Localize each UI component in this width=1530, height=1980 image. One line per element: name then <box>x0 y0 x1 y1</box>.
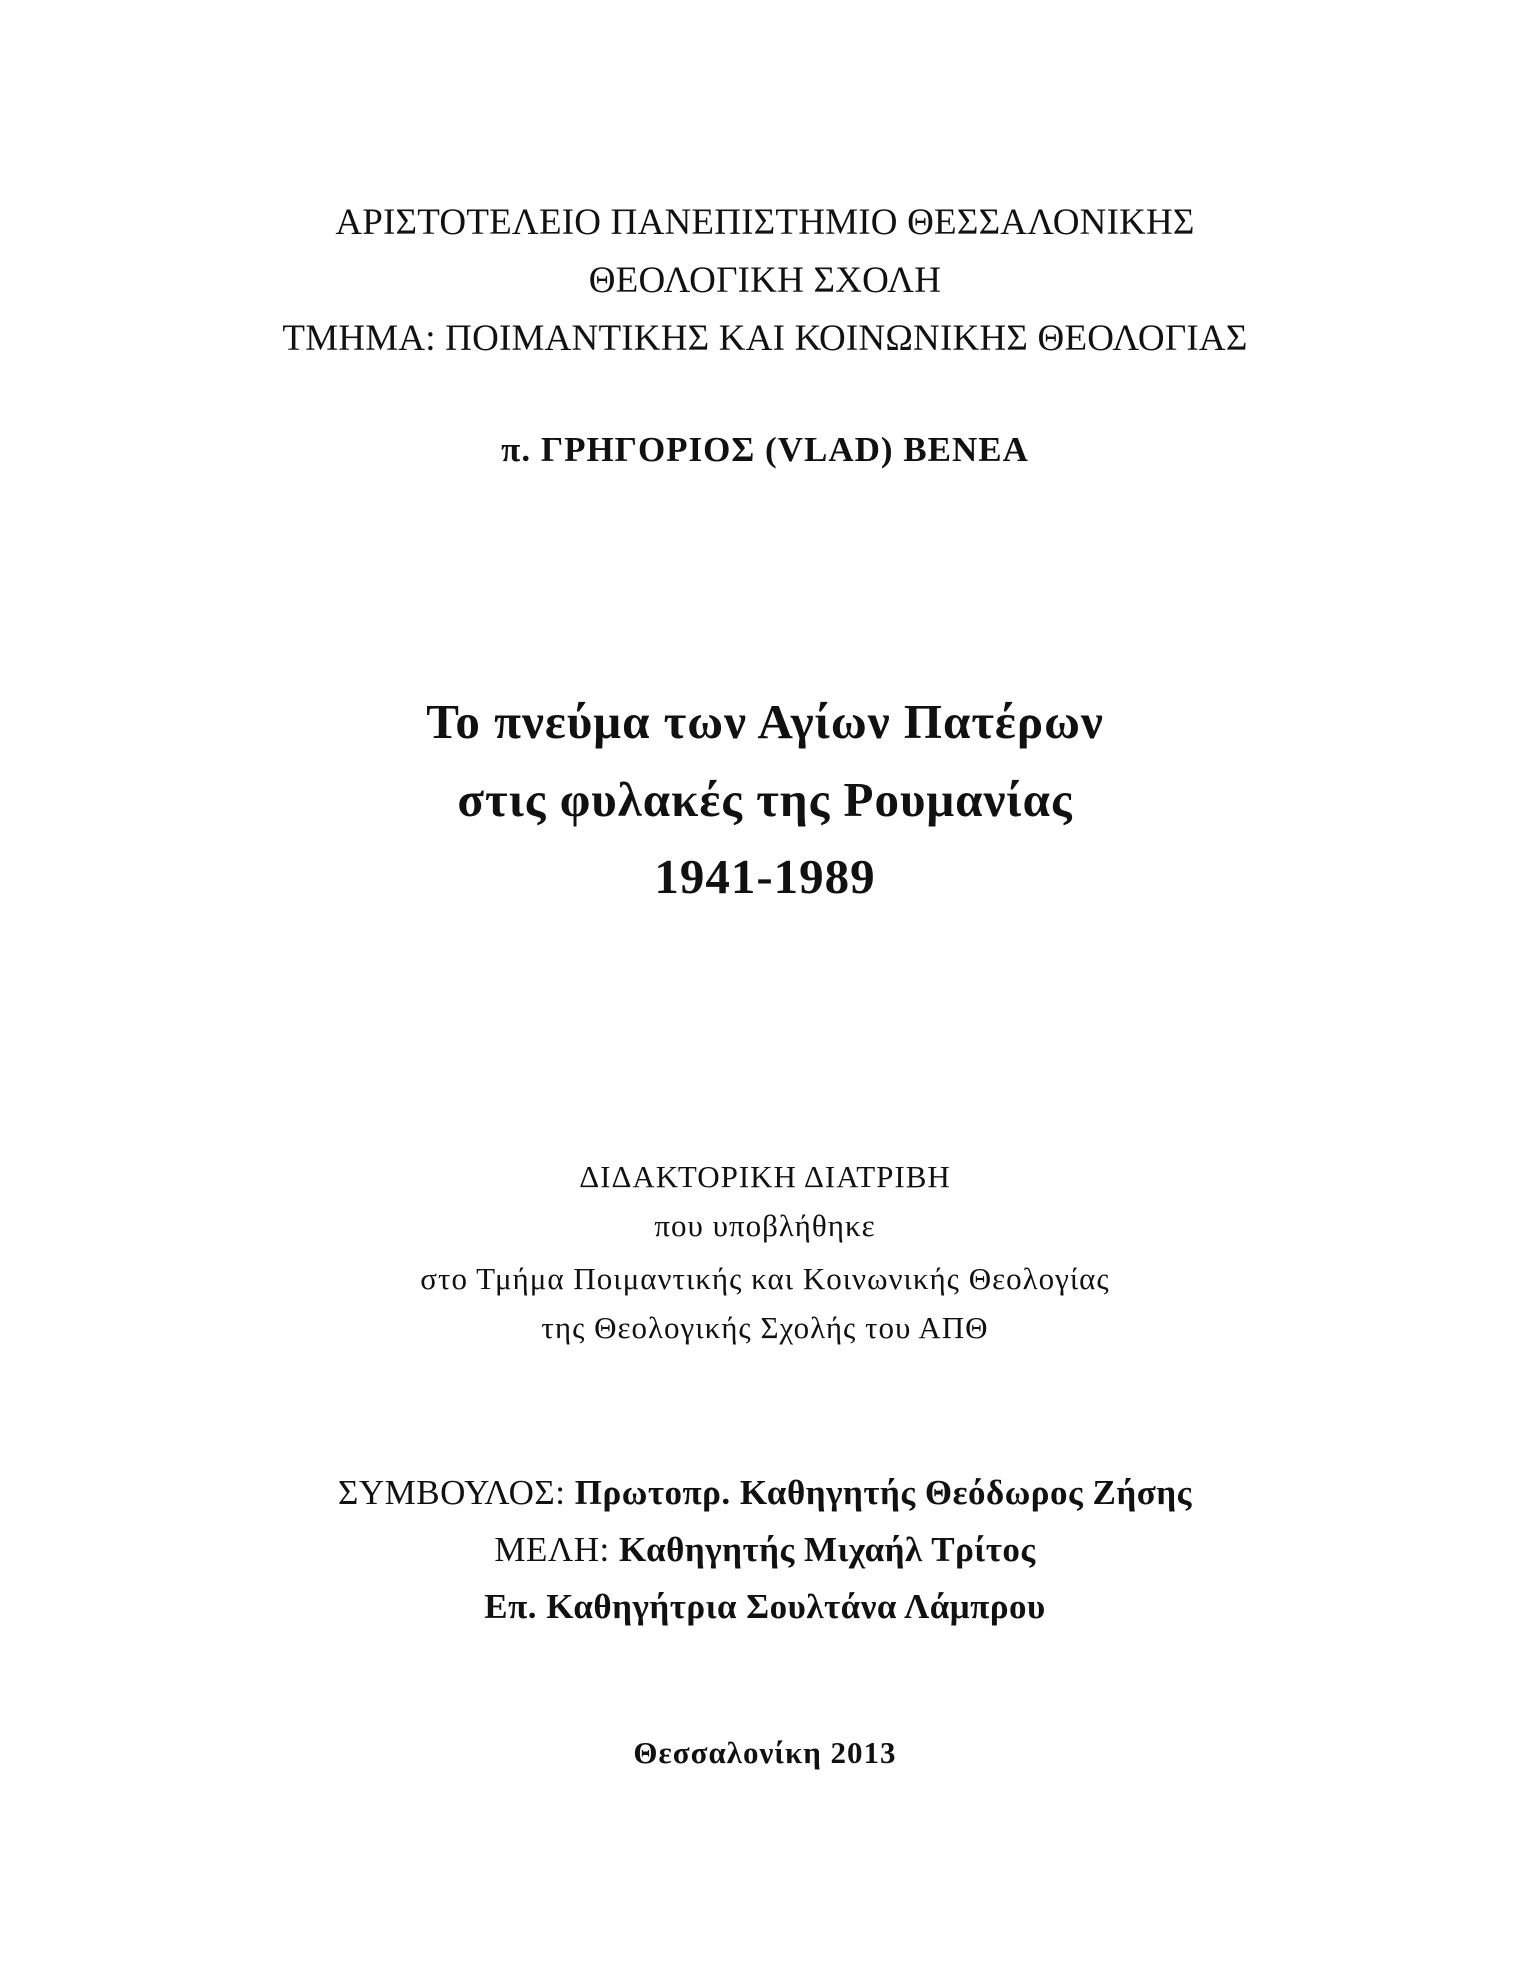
thesis-submission-line-1: που υποβλήθηκε <box>654 1208 876 1243</box>
member-2-name: Επ. Καθηγήτρια Σουλτάνα Λάμπρου <box>484 1587 1046 1626</box>
members-line <box>0 1532 1530 1567</box>
place-and-year: Θεσσαλονίκη 2013 <box>633 1735 897 1770</box>
members-label: ΜΕΛΗ: <box>494 1530 610 1569</box>
university-name: ΑΡΙΣΤΟΤΕΛΕΙΟ ΠΑΝΕΠΙΣΤΗΜΙΟ ΘΕΣΣΑΛΟΝΙΚΗΣ <box>335 202 1195 243</box>
thesis-type: ΔΙΔΑΚΤΟΡΙΚΗ ΔΙΑΤΡΙΒΗ <box>579 1159 951 1194</box>
thesis-submission-line-2: στο Τμήμα Ποιμαντικής και Κοινωνικής Θεολογίας <box>420 1261 1110 1296</box>
department-name: ΤΜΗΜΑ: ΠΟΙΜΑΝΤΙΚΗΣ ΚΑΙ ΚΟΙΝΩΝΙΚΗΣ ΘΕΟΛΟΓΙΑΣ <box>282 318 1248 359</box>
author-name: π. ΓΡΗΓΟΡΙΟΣ (VLAD) ΒΕΝΕΑ <box>501 430 1029 469</box>
thesis-title-years: 1941-1989 <box>654 849 876 904</box>
thesis-submission-line-3: της Θεολογικής Σχολής του ΑΠΘ <box>541 1310 989 1345</box>
thesis-title-line-1: Το πνεύμα των Αγίων Πατέρων <box>426 694 1104 749</box>
advisor-line <box>0 1475 1530 1510</box>
thesis-title-line-2: στις φυλακές της Ρουμανίας <box>457 772 1073 827</box>
member-2-line <box>0 1589 1530 1624</box>
school-name: ΘΕΟΛΟΓΙΚΗ ΣΧΟΛΗ <box>588 260 942 301</box>
member-1-name: Καθηγητής Μιχαήλ Τρίτος <box>619 1530 1036 1569</box>
advisor-name: Πρωτοπρ. Καθηγητής Θεόδωρος Ζήσης <box>574 1473 1192 1512</box>
advisor-label: ΣΥΜΒΟΥΛΟΣ: <box>338 1473 566 1512</box>
